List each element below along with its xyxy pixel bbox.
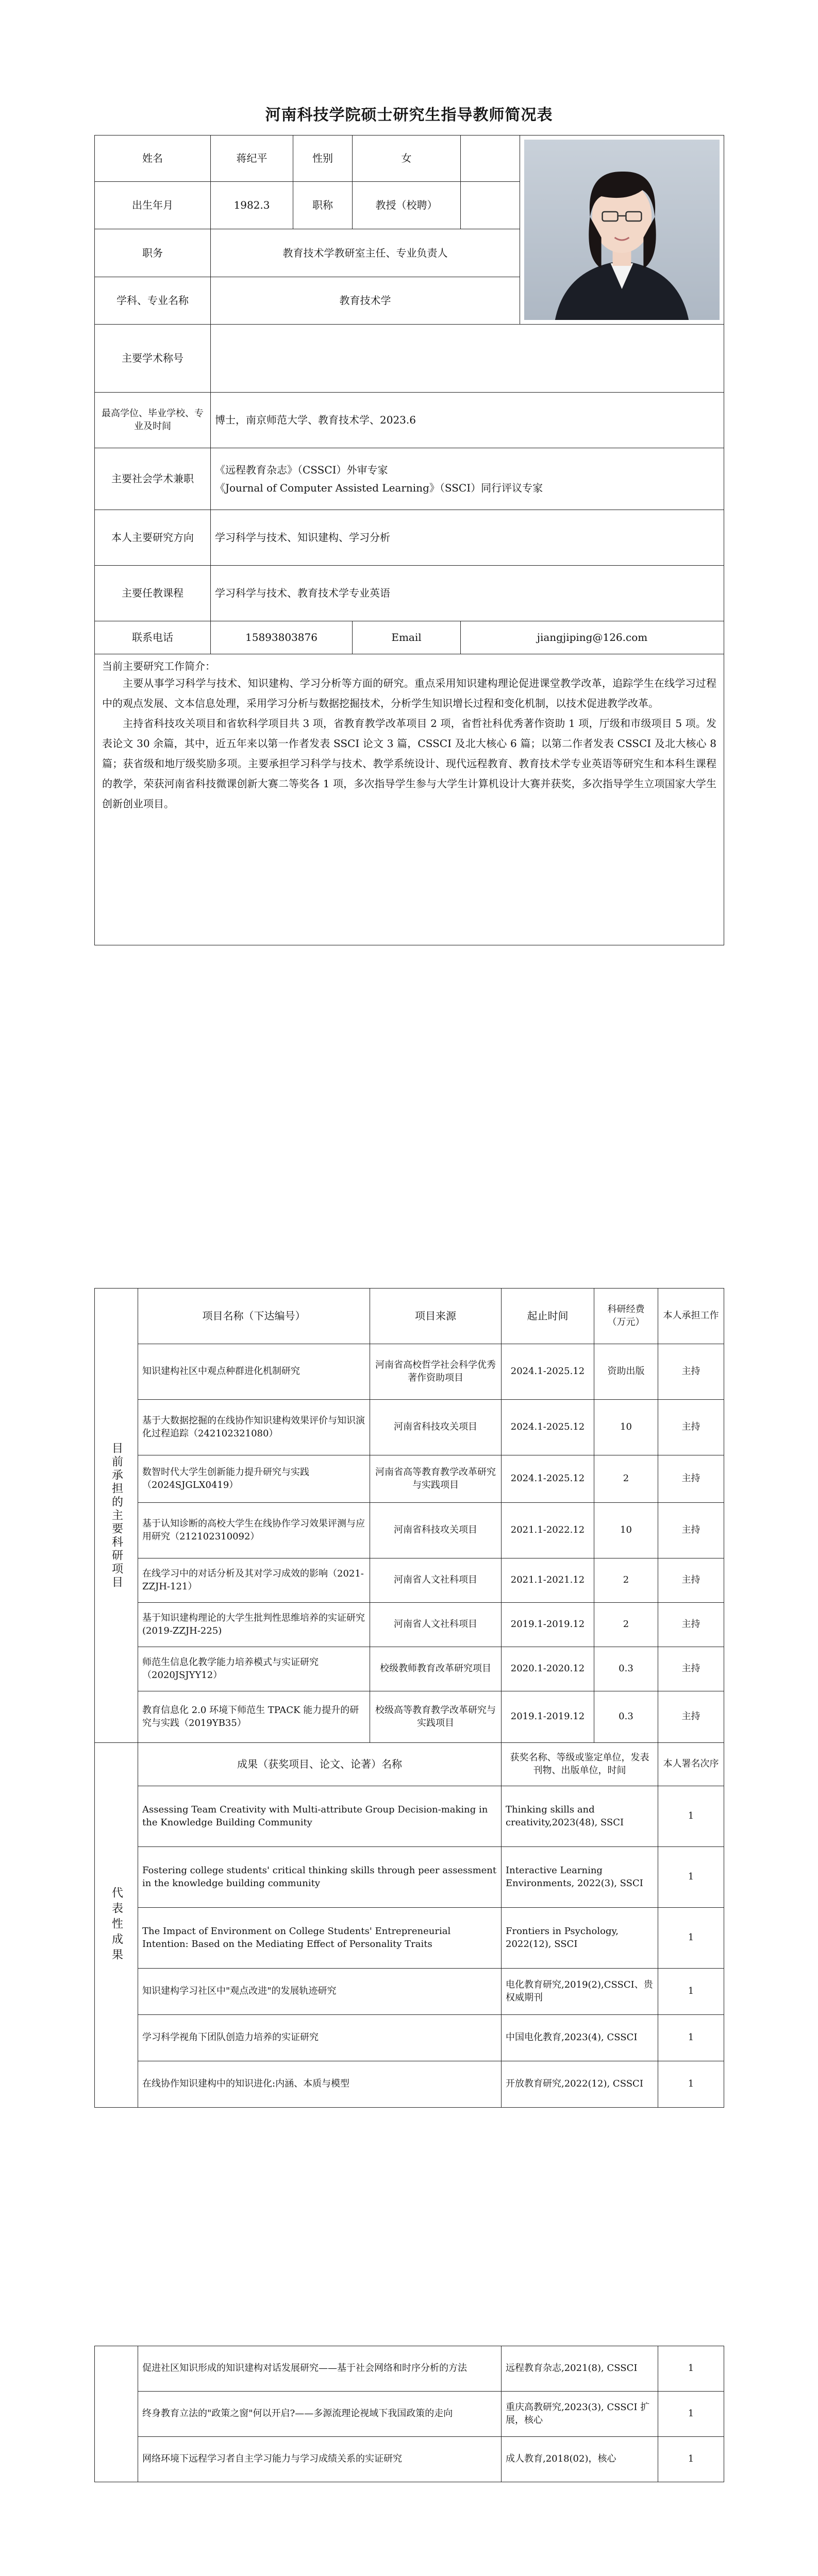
honor-label: 主要学术称号 [95,325,211,393]
project-source: 河南省高校哲学社会科学优秀著作资助项目 [370,1344,502,1400]
portrait-photo [520,135,724,325]
achievement-venue: 成人教育,2018(02)，核心 [502,2437,658,2482]
achievement-venue: 中国电化教育,2023(4), CSSCI [502,2015,658,2061]
table-row [95,2346,724,2392]
table-row [95,1786,724,1847]
projects-header-name: 项目名称（下达编号） [138,1289,370,1344]
project-name: 数智时代大学生创新能力提升研究与实践（2024SJGLX0419） [138,1455,370,1503]
project-fund: 10 [594,1400,658,1455]
project-role: 主持 [658,1400,724,1455]
project-fund: 0.3 [594,1691,658,1743]
project-time: 2021.1-2021.12 [502,1558,594,1603]
photo-cell [461,135,520,182]
achievement-venue: 开放教育研究,2022(12), CSSCI [502,2061,658,2108]
project-source: 河南省人文社科项目 [370,1558,502,1603]
projects-side-label: 目前承担的主要科研项目 [95,1289,138,1743]
project-role: 主持 [658,1691,724,1743]
projects-table [94,1288,724,2108]
achievements-header-rank: 本人署名次序 [658,1743,724,1786]
achievement-name: Fostering college students' critical thinking skills through peer assessment in the knowledge building community [138,1847,502,1908]
project-role: 主持 [658,1558,724,1603]
table-row [95,2437,724,2482]
birth-value: 1982.3 [211,182,293,229]
table-row [95,2015,724,2061]
page-title: 河南科技学院硕士研究生指导教师简况表 [265,106,553,124]
projects-header-source: 项目来源 [370,1289,502,1344]
table-row [95,2061,724,2108]
achievement-rank: 1 [658,2015,724,2061]
table-row [95,1603,724,1647]
project-role: 主持 [658,1503,724,1558]
table-row [95,1400,724,1455]
project-fund: 2 [594,1455,658,1503]
phone-value: 15893803876 [211,621,353,654]
achievement-rank: 1 [658,2392,724,2437]
achievement-venue: 电化教育研究,2019(2),CSSCI、贵权威期刊 [502,1969,658,2015]
project-time: 2020.1-2020.12 [502,1647,594,1691]
name-label: 姓名 [95,135,211,182]
duty-value: 教育技术学教研室主任、专业负责人 [211,229,520,277]
achievement-venue: Interactive Learning Environments, 2022(3), SSCI [502,1847,658,1908]
project-time: 2024.1-2025.12 [502,1400,594,1455]
project-source: 校级高等教育教学改革研究与实践项目 [370,1691,502,1743]
projects-header-time: 起止时间 [502,1289,594,1344]
table-row [95,1847,724,1908]
birth-label: 出生年月 [95,182,211,229]
table-row [95,1503,724,1558]
table-row [95,2392,724,2437]
project-name: 在线学习中的对话分析及其对学习成效的影响（2021-ZZJH-121） [138,1558,370,1603]
project-time: 2021.1-2022.12 [502,1503,594,1558]
project-time: 2019.1-2019.12 [502,1691,594,1743]
gender-value: 女 [353,135,461,182]
project-role: 主持 [658,1455,724,1503]
achievement-rank: 1 [658,2437,724,2482]
project-source: 校级教师教育改革研究项目 [370,1647,502,1691]
projects-header-role: 本人承担工作 [658,1289,724,1344]
achievement-name: 终身教育立法的"政策之窗"何以开启?——多源流理论视域下我国政策的走向 [138,2392,502,2437]
achievement-rank: 1 [658,1969,724,2015]
project-name: 教育信息化 2.0 环境下师范生 TPACK 能力提升的研究与实践（2019YB35） [138,1691,370,1743]
project-name: 师范生信息化教学能力培养模式与实证研究（2020JSJYY12） [138,1647,370,1691]
project-role: 主持 [658,1647,724,1691]
projects-header-fund: 科研经费（万元） [594,1289,658,1344]
achievements-side-label: 代表性成果 [95,1743,138,2108]
project-source: 河南省科技攻关项目 [370,1400,502,1455]
major-label: 学科、专业名称 [95,277,211,324]
phone-label: 联系电话 [95,621,211,654]
table-row [95,1691,724,1743]
achievement-name: 知识建构学习社区中"观点改进"的发展轨迹研究 [138,1969,502,2015]
project-source: 河南省科技攻关项目 [370,1503,502,1558]
society-item-1: 《远程教育杂志》（CSSCI）外审专家 [215,463,388,476]
achievement-name: The Impact of Environment on College Students' Entrepreneurial Intention: Based on the Mediating Effect of Personality Traits [138,1908,502,1969]
achievement-venue: Thinking skills and creativity,2023(48), SSCI [502,1786,658,1847]
duty-label: 职务 [95,229,211,277]
teaching-value: 学习科学与技术、教育技术学专业英语 [211,566,724,621]
education-value: 博士，南京师范大学、教育技术学、2023.6 [211,393,724,448]
project-time: 2024.1-2025.12 [502,1344,594,1400]
intro-heading: 当前主要研究工作简介： [102,660,215,672]
research-intro [95,654,724,945]
project-time: 2024.1-2025.12 [502,1455,594,1503]
achievement-rank: 1 [658,2061,724,2108]
honor-value [211,325,724,393]
achievement-venue: Frontiers in Psychology, 2022(12), SSCI [502,1908,658,1969]
gender-label: 性别 [293,135,353,182]
research-label: 本人主要研究方向 [95,510,211,566]
major-value: 教育技术学 [211,277,520,324]
achievement-name: 网络环境下远程学习者自主学习能力与学习成绩关系的实证研究 [138,2437,502,2482]
project-name: 基于知识建构理论的大学生批判性思维培养的实证研究(2019-ZZJH-225) [138,1603,370,1647]
project-fund: 2 [594,1558,658,1603]
achievements-header-venue: 获奖名称、等级或鉴定单位，发表刊物、出版单位，时间 [502,1743,658,1786]
achievement-name: Assessing Team Creativity with Multi-attribute Group Decision-making in the Knowledge Building Community [138,1786,502,1847]
title-label: 职称 [293,182,353,229]
profile-table [94,135,724,945]
project-fund: 10 [594,1503,658,1558]
project-role: 主持 [658,1603,724,1647]
research-value: 学习科学与技术、知识建构、学习分析 [211,510,724,566]
intro-paragraph-2: 主持省科技攻关项目和省软科学项目共 3 项，省教育教学改革项目 2 项，省哲社科优秀著作资助 1 项，厅级和市级项目 5 项。发表论文 30 余篇，其中，近五年来以第一作者发表 SSCI 论文 3 篇，CSSCI 及北大核心 6 篇；以第二作者发表 CSSCI 及北大核心 8 篇；获省级和地厅级奖励多项。主要承担学习科学与技术、教学系统设计、现代远程教育、教育技术学专业英语等研究生和本科生课程的教学，荣获河南省科技微课创新大赛二等奖各 1 项，多次指导学生参与大学生计算机设计大赛并获奖，多次指导学生立项国家大学生创新创业项目。 [102,717,716,810]
email-label: Email [353,621,461,654]
title-value: 教授（校聘） [353,182,461,229]
table-row [95,1908,724,1969]
project-source: 河南省人文社科项目 [370,1603,502,1647]
achievement-name: 促进社区知识形成的知识建构对话发展研究——基于社会网络和时序分析的方法 [138,2346,502,2392]
achievement-venue: 重庆高教研究,2023(3), CSSCI 扩展，核心 [502,2392,658,2437]
project-source: 河南省高等教育教学改革研究与实践项目 [370,1455,502,1503]
project-fund: 0.3 [594,1647,658,1691]
achievement-rank: 1 [658,1847,724,1908]
achievement-rank: 1 [658,1786,724,1847]
blank-cell [461,182,520,229]
society-item-2: 《Journal of Computer Assisted Learning》（SSCI）同行评议专家 [215,481,543,494]
project-name: 基于大数据挖掘的在线协作知识建构效果评价与知识演化过程追踪（242102321080） [138,1400,370,1455]
achievement-venue: 远程教育杂志,2021(8), CSSCI [502,2346,658,2392]
intro-paragraph-1: 主要从事学习科学与技术、知识建构、学习分析等方面的研究。重点采用知识建构理论促进课堂教学改革，追踪学生在线学习过程中的观点发展、文本信息处理，采用学习分析与数据挖掘技术，分析学生知识增长过程和变化机制，以技术促进教学改革。 [102,677,716,709]
project-fund: 资助出版 [594,1344,658,1400]
continued-side-cell [95,2346,138,2482]
project-name: 基于认知诊断的高校大学生在线协作学习效果评测与应用研究（212102310092） [138,1503,370,1558]
achievement-name: 在线协作知识建构中的知识进化:内涵、本质与模型 [138,2061,502,2108]
table-row [95,1558,724,1603]
portrait-image [524,140,720,320]
achievements-continued-table [94,2346,724,2482]
table-row [95,1344,724,1400]
achievements-header-name: 成果（获奖项目、论文、论著）名称 [138,1743,502,1786]
project-time: 2019.1-2019.12 [502,1603,594,1647]
education-label: 最高学位、毕业学校、专业及时间 [95,393,211,448]
name-value: 蒋纪平 [211,135,293,182]
achievement-rank: 1 [658,2346,724,2392]
achievement-name: 学习科学视角下团队创造力培养的实证研究 [138,2015,502,2061]
project-name: 知识建构社区中观点种群进化机制研究 [138,1344,370,1400]
email-value: jiangjiping@126.com [461,621,724,654]
project-role: 主持 [658,1344,724,1400]
teaching-label: 主要任教课程 [95,566,211,621]
table-row [95,1647,724,1691]
society-value [211,448,724,510]
table-row [95,1455,724,1503]
achievement-rank: 1 [658,1908,724,1969]
society-label: 主要社会学术兼职 [95,448,211,510]
table-row [95,1969,724,2015]
project-fund: 2 [594,1603,658,1647]
